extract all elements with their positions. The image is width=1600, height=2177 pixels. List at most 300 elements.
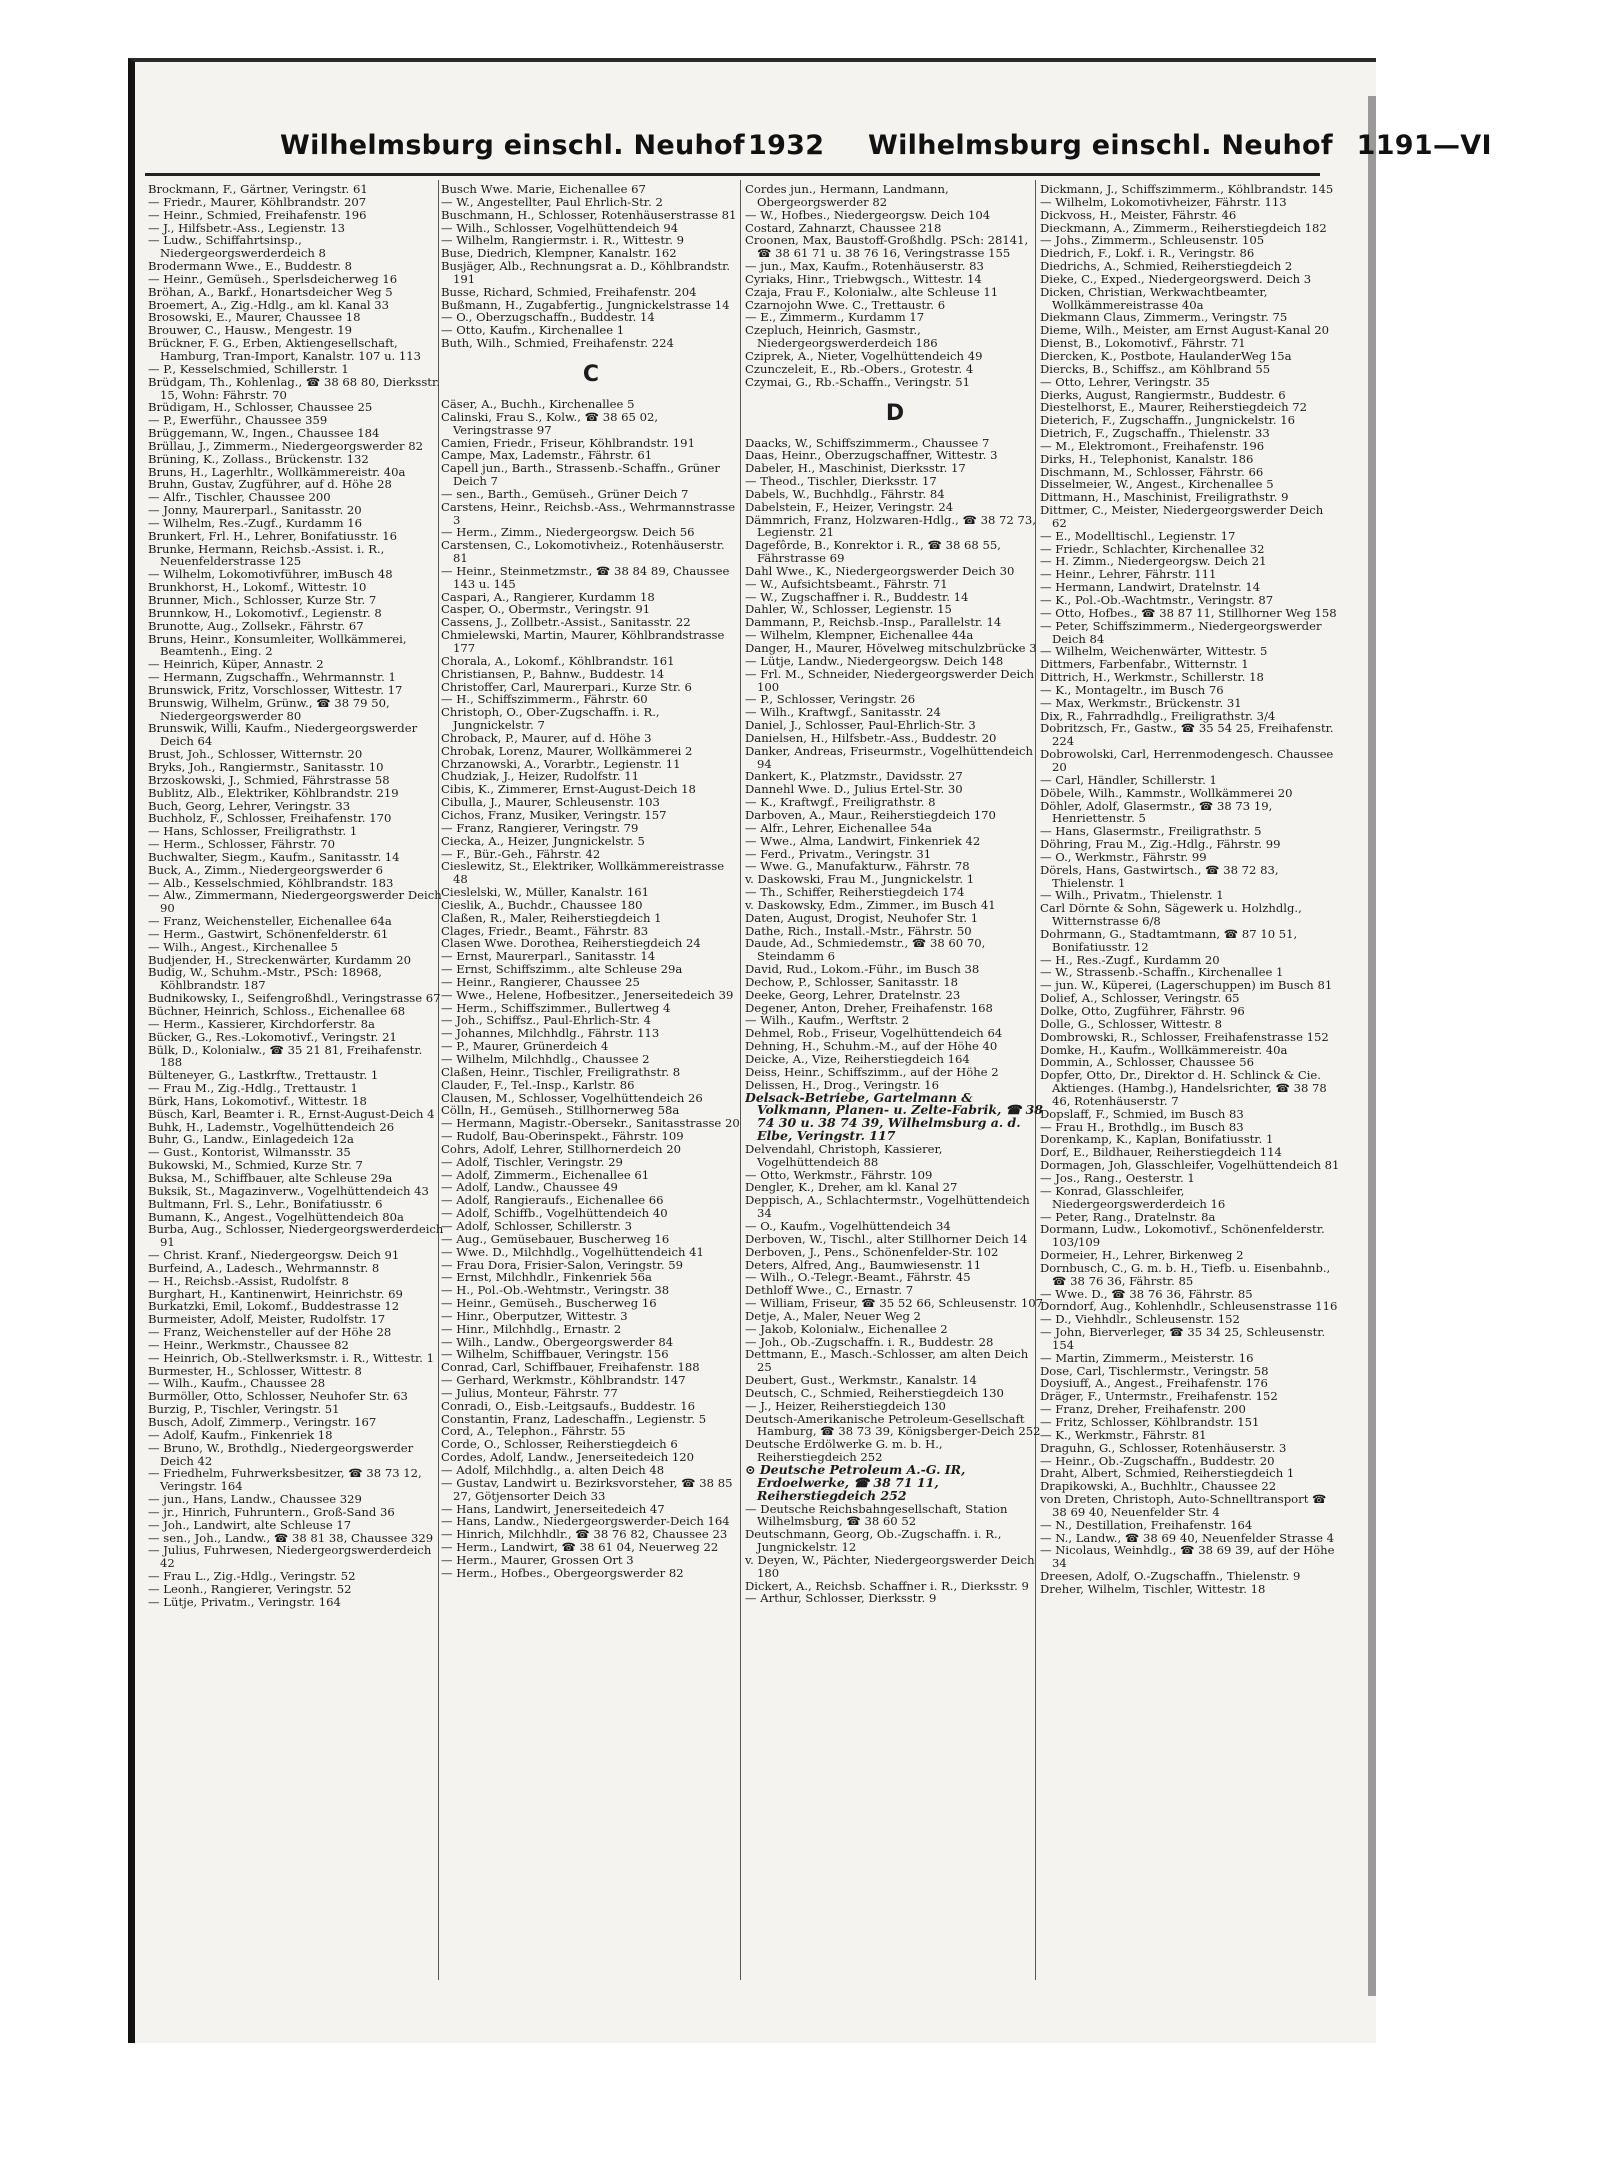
directory-entry: — Johs., Zimmerm., Schleusenstr. 105 xyxy=(1040,233,1265,248)
directory-entry: Bröhan, A., Barkf., Honartsdeicher Weg 5 xyxy=(148,284,393,299)
directory-entry: — F., Bür.-Geh., Fährstr. 42 xyxy=(441,846,601,861)
directory-entry: — K., Werkmstr., Fährstr. 81 xyxy=(1040,1427,1207,1442)
directory-entry: — Franz, Dreher, Freihafenstr. 200 xyxy=(1040,1402,1246,1417)
directory-entry: Brüllau, J., Zimmerm., Niedergeorgswerder 82 xyxy=(148,438,424,453)
directory-entry: Bußmann, H., Zugabfertig., Jungnickelstrasse 14 xyxy=(441,297,730,312)
directory-entry: Döhring, Frau M., Zig.-Hdlg., Fährstr. 99 xyxy=(1040,837,1281,852)
directory-entry: Brüdigam, H., Schlosser, Chaussee 25 xyxy=(148,400,373,415)
directory-entry: — Herm., Kassierer, Kirchdorferstr. 8a xyxy=(148,1016,375,1031)
directory-entry: — Leonh., Rangierer, Veringstr. 52 xyxy=(148,1581,352,1596)
directory-entry: Bruns, H., Lagerhltr., Wollkämmereistr. 40a xyxy=(148,464,406,479)
directory-entry: — Johannes, Milchhdlg., Fährstr. 113 xyxy=(441,1026,660,1041)
directory-entry: — M., Elektromont., Freihafenstr. 196 xyxy=(1040,438,1265,453)
directory-entry: — Carl, Händler, Schillerstr. 1 xyxy=(1040,772,1217,787)
directory-entry: Cibis, K., Zimmerer, Ernst-August-Deich 18 xyxy=(441,782,696,797)
directory-entry: Cordes jun., Hermann, Landmann, Obergeorgswerder 82 xyxy=(745,183,949,209)
directory-entry: Buksik, St., Magazinverw., Vogelhüttendeich 43 xyxy=(148,1183,429,1198)
directory-entry: Brüggemann, W., Ingen., Chaussee 184 xyxy=(148,426,380,441)
directory-entry: Burmeister, Adolf, Meister, Rudolfstr. 17 xyxy=(148,1312,386,1327)
directory-entry: — P., Kesselschmied, Schillerstr. 1 xyxy=(148,361,349,376)
directory-entry: Buhk, H., Lademstr., Vogelhüttendeich 26 xyxy=(148,1119,395,1134)
directory-entry: Dettmann, E., Masch.-Schlosser, am alten Deich 25 xyxy=(745,1347,1029,1375)
directory-entry: — Otto, Werkmstr., Fährstr. 109 xyxy=(745,1167,933,1182)
header-year: 1932 xyxy=(748,130,825,161)
directory-entry: — jun., Max, Kaufm., Rotenhäuserstr. 83 xyxy=(745,259,984,274)
directory-entry: Croonen, Max, Baustoff-Großhdlg. PSch: 28141, ☎ 38 61 71 u. 38 76 16, Veringstrasse 155 xyxy=(745,233,1029,261)
directory-entry: Bumann, K., Angest., Vogelhüttendeich 80a xyxy=(148,1209,404,1224)
directory-entry: — E., Zimmerm., Kurdamm 17 xyxy=(745,310,925,325)
directory-entry: — P., Schlosser, Veringstr. 26 xyxy=(745,692,916,707)
directory-entry: — Herm., Zimm., Niedergeorgsw. Deich 56 xyxy=(441,525,695,540)
header-right-title-text: Wilhelmsburg einschl. Neuhof xyxy=(868,130,1333,161)
directory-entry: — Wilhelm, Res.-Zugf., Kurdamm 16 xyxy=(148,515,363,530)
directory-entry: — Hinr., Milchhdlg., Ernastr. 2 xyxy=(441,1321,622,1336)
directory-entry: Buksa, M., Schiffbauer, alte Schleuse 29a xyxy=(148,1170,393,1185)
directory-entry: — K., Montageltr., im Busch 76 xyxy=(1040,682,1224,697)
directory-entry: — Heinr., Gemüseh., Buscherweg 16 xyxy=(441,1296,657,1311)
directory-entry: Brunke, Hermann, Reichsb.-Assist. i. R., Neuenfelderstrasse 125 xyxy=(148,541,385,569)
directory-entry: Diekmann Claus, Zimmerm., Veringstr. 75 xyxy=(1040,310,1288,325)
directory-entry: — N., Destillation, Freihafenstr. 164 xyxy=(1040,1517,1253,1532)
directory-entry: — Otto, Lehrer, Veringstr. 35 xyxy=(1040,374,1210,389)
directory-entry: Brouwer, C., Hausw., Mengestr. 19 xyxy=(148,323,352,338)
directory-entry: Deutsch-Amerikanische Petroleum-Gesellschaft Hamburg, ☎ 38 73 39, Königsberger-Deich 252 xyxy=(745,1411,1041,1439)
directory-entry: — W., Angestellter, Paul Ehrlich-Str. 2 xyxy=(441,194,663,209)
directory-entry: — O., Kaufm., Vogelhüttendeich 34 xyxy=(745,1218,951,1233)
header-page-number: 1191—VI xyxy=(1356,130,1492,161)
directory-entry: Corde, O., Schlosser, Reiherstiegdeich 6 xyxy=(441,1437,678,1452)
directory-entry: Dohrmann, G., Stadtamtmann, ☎ 87 10 51, Bonifatiusstr. 12 xyxy=(1040,926,1298,954)
directory-entry: Dahler, W., Schlosser, Legienstr. 15 xyxy=(745,602,952,617)
directory-entry: Cord, A., Telephon., Fährstr. 55 xyxy=(441,1424,626,1439)
directory-entry: Buchholz, F., Schlosser, Freihafenstr. 170 xyxy=(148,811,392,826)
directory-entry: Daas, Heinr., Oberzugschaffner, Wittestr. 3 xyxy=(745,448,998,463)
directory-entry: — Heinr., Werkmstr., Chaussee 82 xyxy=(148,1337,349,1352)
directory-entry-advert: ⊙ Deutsche Petroleum A.-G. IR, Erdoelwerke, ☎ 38 71 11, Reiherstiegdeich 252 xyxy=(745,1462,966,1503)
directory-entry: Dethloff Wwe., C., Ernastr. 7 xyxy=(745,1283,914,1298)
directory-entry: — Wilhelm, Klempner, Eichenallee 44a xyxy=(745,628,974,643)
directory-entry: — Lütje, Landw., Niedergeorgsw. Deich 148 xyxy=(745,653,1004,668)
directory-entry: — Hermann, Landwirt, Dratelnstr. 14 xyxy=(1040,580,1261,595)
directory-entry: David, Rud., Lokom.-Führ., im Busch 38 xyxy=(745,962,980,977)
directory-entry: — Wilh., Kraftwgf., Sanitasstr. 24 xyxy=(745,705,941,720)
directory-entry: Cyriaks, Hinr., Triebwgsch., Wittestr. 14 xyxy=(745,271,982,286)
directory-entry: Cäser, A., Buchh., Kirchenallee 5 xyxy=(441,396,635,411)
directory-entry: — Hans, Glasermstr., Freiligrathstr. 5 xyxy=(1040,824,1262,839)
directory-entry: — Alfr., Tischler, Chaussee 200 xyxy=(148,490,331,505)
directory-entry: Ciecka, A., Heizer, Jungnickelstr. 5 xyxy=(441,833,645,848)
directory-entry: Budig, W., Schuhm.-Mstr., PSch: 18968, Köhlbrandstr. 187 xyxy=(148,965,382,993)
directory-entry: Burzig, P., Tischler, Veringstr. 51 xyxy=(148,1402,340,1417)
directory-entry: Daten, August, Drogist, Neuhofer Str. 1 xyxy=(745,910,979,925)
directory-entry: — Wilhelm, Rangiermstr. i. R., Wittestr. 9 xyxy=(441,233,685,248)
directory-entry: Büsch, Karl, Beamter i. R., Ernst-August-Deich 4 xyxy=(148,1106,435,1121)
directory-entry: — P., Ewerführ., Chaussee 359 xyxy=(148,413,328,428)
directory-entry: — Adolf, Schlosser, Schillerstr. 3 xyxy=(441,1218,633,1233)
directory-entry-advert: Delsack-Betriebe, Gartelmann & Volkmann, Planen- u. Zelte-Fabrik, ☎ 38 74 30 u. 38 74 39, Wilhelmsburg a. d. Elbe, Veringstr. 117 xyxy=(745,1089,1043,1144)
directory-entry: Brunswik, Willi, Kaufm., Niedergeorgswerder Deich 64 xyxy=(148,721,418,749)
directory-entry: Dombrowski, R., Schlosser, Freihafenstrasse 152 xyxy=(1040,1029,1329,1044)
directory-entry: — Wwe. D., ☎ 38 76 36, Fährstr. 85 xyxy=(1040,1286,1253,1301)
directory-entry: Dankert, K., Platzmstr., Davidsstr. 27 xyxy=(745,769,963,784)
directory-entry: Dieke, C., Exped., Niedergeorgswerd. Deich 3 xyxy=(1040,271,1312,286)
directory-entry: — Arthur, Schlosser, Dierksstr. 9 xyxy=(745,1591,937,1606)
directory-entry: — Ferd., Privatm., Veringstr. 31 xyxy=(745,846,932,861)
directory-entry: Drapikowski, A., Buchhltr., Chaussee 22 xyxy=(1040,1479,1277,1494)
directory-entry: Brust, Joh., Schlosser, Witternstr. 20 xyxy=(148,747,363,762)
directory-entry: — Peter, Rang., Dratelnstr. 8a xyxy=(1040,1209,1216,1224)
directory-entry: — K., Pol.-Ob.-Wachtmstr., Veringstr. 87 xyxy=(1040,593,1274,607)
header-left-title: Wilhelmsburg einschl. Neuhof xyxy=(280,130,745,161)
directory-entry: Chrzanowski, A., Vorarbtr., Legienstr. 11 xyxy=(441,756,681,771)
directory-entry: Carstensen, C., Lokomotivheiz., Rotenhäuserstr. 81 xyxy=(441,538,725,566)
directory-entry: von Dreten, Christoph, Auto-Schnelltransport ☎ 38 69 40, Neuenfelder Str. 4 xyxy=(1040,1492,1327,1519)
directory-entry: — Frau M., Zig.-Hdlg., Trettaustr. 1 xyxy=(148,1081,358,1096)
directory-entry: — Franz, Weichensteller, Eichenallee 64a xyxy=(148,914,392,929)
directory-entry: — Herm., Hofbes., Obergeorgswerder 82 xyxy=(441,1565,684,1580)
directory-entry: — Adolf, Rangieraufs., Eichenallee 66 xyxy=(441,1193,664,1208)
directory-entry: Claßen, Heinr., Tischler, Freiligrathstr. 8 xyxy=(441,1064,681,1079)
directory-entry: Dienst, B., Lokomotivf., Fährstr. 71 xyxy=(1040,336,1246,351)
directory-entry: Buchwalter, Siegm., Kaufm., Sanitasstr. 14 xyxy=(148,849,400,864)
directory-entry: Büchner, Heinrich, Schloss., Eichenallee 68 xyxy=(148,1004,406,1018)
directory-entry: Diedrichs, A., Schmied, Reiherstiegdeich 2 xyxy=(1040,259,1293,274)
directory-entry: v. Deyen, W., Pächter, Niedergeorgswerder Deich 180 xyxy=(745,1552,1035,1580)
directory-entry: — sen., Barth., Gemüseh., Grüner Deich 7 xyxy=(441,486,689,501)
directory-entry: Carstens, Heinr., Reichsb.-Ass., Wehrmannstrasse 3 xyxy=(441,499,736,527)
directory-entry: — Peter, Schiffszimmerm., Niedergeorgswerder Deich 84 xyxy=(1040,618,1322,646)
directory-entry: — jr., Hinrich, Fuhruntern., Groß-Sand 36 xyxy=(148,1504,395,1519)
directory-entry: — Alw., Zimmermann, Niedergeorgswerder Deich 90 xyxy=(148,888,442,916)
directory-entry: — Joh., Landwirt, alte Schleuse 17 xyxy=(148,1517,352,1532)
directory-entry: Dopslaff, F., Schmied, im Busch 83 xyxy=(1040,1106,1244,1121)
directory-entry: — Wilh., Privatm., Thielenstr. 1 xyxy=(1040,888,1224,903)
directory-entry: — Heinr., Schmied, Freihafenstr. 196 xyxy=(148,207,367,222)
directory-entry: Chroback, P., Maurer, auf d. Höhe 3 xyxy=(441,730,652,745)
directory-entry: Deicke, A., Vize, Reiherstiegdeich 164 xyxy=(745,1052,970,1066)
directory-entry: Brunotte, Aug., Zollsekr., Fährstr. 67 xyxy=(148,618,364,633)
directory-entry: Bukowski, M., Schmied, Kurze Str. 7 xyxy=(148,1158,363,1173)
directory-entry: Dischmann, M., Schlosser, Fährstr. 66 xyxy=(1040,464,1264,479)
directory-entry: — Jonny, Maurerparl., Sanitasstr. 20 xyxy=(148,503,362,518)
directory-entry: — sen., Joh., Landw., ☎ 38 81 38, Chaussee 329 xyxy=(148,1530,434,1545)
directory-entry: Dieckmann, A., Zimmerm., Reiherstiegdeich 182 xyxy=(1040,220,1327,235)
directory-entry: Brückner, F. G., Erben, Aktiengesellschaft, Hamburg, Tran-Import, Kanalstr. 107 u. 113 xyxy=(148,336,422,363)
directory-entry: — Heinrich, Ob.-Stellwerksmstr. i. R., Wittestr. 1 xyxy=(148,1350,435,1365)
directory-entry: Dose, Carl, Tischlermstr., Veringstr. 58 xyxy=(1040,1363,1269,1378)
directory-entry: Bülteneyer, G., Lastkrftw., Trettaustr. 1 xyxy=(148,1068,379,1083)
directory-entry: Dormagen, Joh, Glasschleifer, Vogelhüttendeich 81 xyxy=(1040,1158,1340,1173)
directory-entry: Czymai, G., Rb.-Schaffn., Veringstr. 51 xyxy=(745,374,971,389)
directory-entry: Cziprek, A., Nieter, Vogelhüttendeich 49 xyxy=(745,348,983,363)
directory-entry: v. Daskowsky, Edm., Zimmer., im Busch 41 xyxy=(745,897,996,912)
directory-entry: Burfeind, A., Ladesch., Wehrmannstr. 8 xyxy=(148,1260,380,1275)
directory-entry: Clages, Friedr., Beamt., Fährstr. 83 xyxy=(441,923,649,938)
directory-entry: — Martin, Zimmerm., Meisterstr. 16 xyxy=(1040,1350,1254,1365)
directory-entry: Clasen Wwe. Dorothea, Reiherstiegdeich 24 xyxy=(441,936,701,951)
directory-entry: Dehmel, Rob., Friseur, Vogelhüttendeich 64 xyxy=(745,1026,1003,1041)
directory-entry: Dittrich, H., Werkmstr., Schillerstr. 18 xyxy=(1040,670,1264,685)
directory-entry: Bublitz, Alb., Elektriker, Köhlbrandstr. 219 xyxy=(148,785,399,800)
directory-entry: Brockmann, F., Gärtner, Veringstr. 61 xyxy=(148,183,368,196)
directory-entry: Brunswick, Fritz, Vorschlosser, Wittestr. 17 xyxy=(148,682,403,697)
directory-entry: Cieslelski, W., Müller, Kanalstr. 161 xyxy=(441,885,649,900)
directory-entry: Draguhn, G., Schlosser, Rotenhäuserstr. 3 xyxy=(1040,1440,1287,1455)
directory-entry: — Alb., Kesselschmied, Köhlbrandstr. 183 xyxy=(148,875,394,890)
directory-entry: — Frl. M., Schneider, Niedergeorgswerder Deich 100 xyxy=(745,666,1035,694)
directory-entry: Daniel, J., Schlosser, Paul-Ehrlich-Str. 3 xyxy=(745,718,976,733)
directory-entry: Czunczeleit, E., Rb.-Obers., Grotestr. 4 xyxy=(745,361,974,376)
directory-entry: Claßen, R., Maler, Reiherstiegdeich 1 xyxy=(441,910,662,925)
directory-entry: Busse, Richard, Schmied, Freihafenstr. 204 xyxy=(441,284,697,299)
directory-entry: Darboven, A., Maur., Reiherstiegdeich 170 xyxy=(745,807,996,822)
directory-entry: Danger, H., Maurer, Hövelweg mitschulzbrücke 3 xyxy=(745,641,1037,655)
directory-entry: Dietrich, F., Zugschaffn., Thielenstr. 33 xyxy=(1040,426,1270,441)
directory-entry: Dicken, Christian, Werkwachtbeamter, Wollkämmereistrasse 40a xyxy=(1040,284,1268,312)
directory-entry: — W., Hofbes., Niedergeorgsw. Deich 104 xyxy=(745,207,991,222)
directory-entry: — Wilhelm, Schiffbauer, Veringstr. 156 xyxy=(441,1347,669,1362)
directory-entry: Dittmann, H., Maschinist, Freiligrathstr. 9 xyxy=(1040,490,1289,505)
directory-entry: — H., Reichsb.-Assist, Rudolfstr. 8 xyxy=(148,1273,349,1288)
directory-entry: — Herm., Schlosser, Fährstr. 70 xyxy=(148,837,336,852)
directory-column-4 xyxy=(1040,183,1340,1973)
directory-entry: — Friedr., Schlachter, Kirchenallee 32 xyxy=(1040,541,1265,556)
directory-entry: Dommin, A., Schlosser, Chaussee 56 xyxy=(1040,1055,1255,1070)
directory-entry: — Ludw., Schiffahrtsinsp., Niedergeorgswerderdeich 8 xyxy=(148,233,326,261)
directory-entry: Czepluch, Heinrich, Gasmstr., Niedergeorgswerderdeich 186 xyxy=(745,323,938,351)
directory-entry: Dahl Wwe., K., Niedergeorgswerder Deich 30 xyxy=(745,563,1015,578)
directory-entry: — W., Strassenb.-Schaffn., Kirchenallee 1 xyxy=(1040,965,1284,980)
directory-entry: Buth, Wilh., Schmied, Freihafenstr. 224 xyxy=(441,336,674,351)
directory-entry: Buschmann, H., Schlosser, Rotenhäuserstrasse 81 xyxy=(441,207,737,222)
directory-entry: — Konrad, Glasschleifer, Niedergeorgswerderdeich 16 xyxy=(1040,1183,1226,1211)
directory-entry: — P., Maurer, Grünerdeich 4 xyxy=(441,1039,609,1054)
directory-entry: Conradi, O., Eisb.-Leitgsaufs., Buddestr. 16 xyxy=(441,1398,695,1413)
directory-entry: Dobritzsch, Fr., Gastw., ☎ 35 54 25, Freihafenstr. 224 xyxy=(1040,721,1334,749)
directory-entry: — O., Oberzugschaffn., Buddestr. 14 xyxy=(441,310,655,325)
directory-entry: Cordes, Adolf, Landw., Jenerseitedeich 120 xyxy=(441,1450,695,1465)
directory-entry: — Fritz, Schlosser, Köhlbrandstr. 151 xyxy=(1040,1415,1260,1429)
directory-entry: — Gustav, Landwirt u. Bezirksvorsteher, ☎ 38 85 27, Götjensorter Deich 33 xyxy=(441,1475,733,1503)
directory-entry: Burmöller, Otto, Schlosser, Neuhofer Str. 63 xyxy=(148,1389,408,1404)
directory-entry: — Wilhelm, Milchhdlg., Chaussee 2 xyxy=(441,1052,650,1066)
page-edge-shadow xyxy=(1368,96,1376,1996)
directory-entry: Brüning, K., Zollass., Brückenstr. 132 xyxy=(148,451,369,466)
directory-entry: Bultmann, Frl. S., Lehr., Bonifatiusstr. 6 xyxy=(148,1196,383,1211)
directory-column-1 xyxy=(148,183,448,1973)
directory-entry: Dabels, W., Buchhdlg., Fährstr. 84 xyxy=(745,486,945,501)
directory-entry: Dirks, H., Telephonist, Kanalstr. 186 xyxy=(1040,451,1254,466)
directory-entry: Dammann, P., Reichsb.-Insp., Parallelstr. 14 xyxy=(745,615,1002,630)
directory-entry: Dolle, G., Schlosser, Wittestr. 8 xyxy=(1040,1016,1223,1031)
directory-entry: Dorf, E., Bildhauer, Reiherstiegdeich 114 xyxy=(1040,1145,1282,1160)
directory-entry: — Wilh., Schlosser, Vogelhüttendeich 94 xyxy=(441,220,679,235)
directory-entry: Carl Dörnte & Sohn, Sägewerk u. Holzhdlg., Witternstrasse 6/8 xyxy=(1040,901,1302,929)
directory-entry: Dagefôrde, B., Konrektor i. R., ☎ 38 68 55, Fährstrasse 69 xyxy=(745,538,1001,566)
directory-entry: — Lütje, Privatm., Veringstr. 164 xyxy=(148,1594,341,1609)
directory-entry: — Nicolaus, Weinhdlg., ☎ 38 69 39, auf der Höhe 34 xyxy=(1040,1543,1335,1571)
directory-entry: — Ernst, Milchhdlr., Finkenriek 56a xyxy=(441,1270,652,1285)
directory-entry: — Wwe. D., Milchhdlg., Vogelhüttendeich 41 xyxy=(441,1244,704,1259)
directory-entry: Danker, Andreas, Friseurmstr., Vogelhüttendeich 94 xyxy=(745,743,1033,771)
directory-entry: Dieterich, F., Zugschaffn., Jungnickelstr. 16 xyxy=(1040,413,1296,428)
directory-entry: Brüdgam, Th., Kohlenlag., ☎ 38 68 80, Dierksstr. 15, Wohn: Fährstr. 70 xyxy=(148,374,440,402)
directory-entry: Cichos, Franz, Musiker, Veringstr. 157 xyxy=(441,807,667,822)
directory-entry: — Ernst, Maurerparl., Sanitasstr. 14 xyxy=(441,949,656,964)
directory-entry: Brunkhorst, H., Lokomf., Wittestr. 10 xyxy=(148,580,367,595)
directory-entry: — N., Landw., ☎ 38 69 40, Neuenfelder Strasse 4 xyxy=(1040,1530,1335,1545)
directory-entry: Brodermann Wwe., E., Buddestr. 8 xyxy=(148,259,352,274)
directory-entry: Dormeier, H., Lehrer, Birkenweg 2 xyxy=(1040,1248,1244,1263)
directory-entry: — Alfr., Lehrer, Eichenallee 54a xyxy=(745,820,932,835)
directory-entry: — Joh., Schiffsz., Paul-Ehrlich-Str. 4 xyxy=(441,1013,652,1028)
directory-entry: v. Daskowski, Frau M., Jungnickelstr. 1 xyxy=(745,872,975,887)
directory-entry: Dickvoss, H., Meister, Fährstr. 46 xyxy=(1040,207,1237,222)
directory-entry: Deubert, Gust., Werkmstr., Kanalstr. 14 xyxy=(745,1373,977,1388)
directory-entry: Budnikowsky, I., Seifengroßhdl., Veringstrasse 67 xyxy=(148,991,441,1006)
directory-entry: Dickmann, J., Schiffszimmerm., Köhlbrandstr. 145 xyxy=(1040,183,1334,196)
directory-entry: — Gerhard, Werkmstr., Köhlbrandstr. 147 xyxy=(441,1373,686,1388)
directory-entry: Dorndorf, Aug., Kohlenhdlr., Schleusenstrasse 116 xyxy=(1040,1299,1338,1314)
directory-entry: — Max, Werkmstr., Brückenstr. 31 xyxy=(1040,695,1242,710)
directory-entry: Dreesen, Adolf, O.-Zugschaffn., Thielenstr. 9 xyxy=(1040,1569,1301,1584)
directory-column-2 xyxy=(441,183,741,1973)
directory-entry: Dix, R., Fahrradhdlg., Freiligrathstr. 3/4 xyxy=(1040,708,1276,723)
directory-entry: Chorala, A., Lokomf., Köhlbrandstr. 161 xyxy=(441,653,675,668)
directory-entry: Campe, Max, Lademstr., Fährstr. 61 xyxy=(441,448,653,463)
directory-entry: — jun., Hans, Landw., Chaussee 329 xyxy=(148,1492,362,1507)
directory-entry: Dierks, August, Rangiermstr., Buddestr. 6 xyxy=(1040,387,1286,402)
directory-entry: — Deutsche Reichsbahngesellschaft, Station Wilhelmsburg, ☎ 38 60 52 xyxy=(745,1501,1008,1529)
directory-entry: — Hermann, Magistr.-Obersekr., Sanitasstrasse 20 xyxy=(441,1116,740,1131)
directory-entry: Cölln, H., Gemüseh., Stillhornerweg 58a xyxy=(441,1103,680,1118)
directory-entry: Conrad, Carl, Schiffbauer, Freihafenstr. 188 xyxy=(441,1360,700,1375)
directory-entry: Dengler, K., Dreher, am kl. Kanal 27 xyxy=(745,1180,958,1195)
directory-entry: — Ernst, Schiffszimm., alte Schleuse 29a xyxy=(441,962,683,977)
directory-entry: Dornbusch, C., G. m. b. H., Tiefb. u. Eisenbahnb., ☎ 38 76 36, Fährstr. 85 xyxy=(1040,1260,1331,1288)
directory-entry: — Heinrich, Küper, Annastr. 2 xyxy=(148,657,324,672)
directory-entry: Budjender, H., Streckenwärter, Kurdamm 20 xyxy=(148,952,411,967)
directory-entry: — Friedr., Maurer, Köhlbrandstr. 207 xyxy=(148,194,367,209)
directory-entry: Brunswig, Wilhelm, Grünw., ☎ 38 79 50, Niedergeorgswerder 80 xyxy=(148,695,390,723)
section-letter-heading: C xyxy=(582,361,600,387)
directory-entry: — Frau L., Zig.-Hdlg., Veringstr. 52 xyxy=(148,1569,356,1584)
directory-entry: Busch Wwe. Marie, Eichenallee 67 xyxy=(441,183,646,196)
directory-entry: Dittmer, C., Meister, Niedergeorgswerder Deich 62 xyxy=(1040,503,1324,530)
directory-entry: — Wilhelm, Lokomotivheizer, Fährstr. 113 xyxy=(1040,194,1287,209)
directory-entry: Brunkert, Frl. H., Lehrer, Bonifatiusstr. 16 xyxy=(148,528,398,543)
directory-entry: Dathe, Rich., Install.-Mstr., Fährstr. 50 xyxy=(745,923,972,938)
directory-entry: Broemert, A., Zig.-Hdlg., am kl. Kanal 33 xyxy=(148,297,390,312)
directory-entry: Deiss, Heinr., Schiffszimm., auf der Höhe 2 xyxy=(745,1064,999,1079)
directory-entry: Delissen, H., Drog., Veringstr. 16 xyxy=(745,1077,939,1092)
directory-entry: Brzoskowski, J., Schmied, Fährstrasse 58 xyxy=(148,772,390,787)
directory-entry: — Julius, Monteur, Fährstr. 77 xyxy=(441,1385,618,1400)
directory-entry: Bruhn, Gustav, Zugführer, auf d. Höhe 28 xyxy=(148,477,392,492)
directory-entry: Dolke, Otto, Zugführer, Fährstr. 96 xyxy=(1040,1004,1245,1018)
directory-entry: — Herm., Gastwirt, Schönenfelderstr. 61 xyxy=(148,926,389,941)
directory-entry: — Hans, Landw., Niedergeorgswerder-Deich 164 xyxy=(441,1514,730,1529)
directory-entry: — Wilh., O.-Telegr.-Beamt., Fährstr. 45 xyxy=(745,1270,971,1285)
directory-entry: Dörels, Hans, Gastwirtsch., ☎ 38 72 83, Thielenstr. 1 xyxy=(1040,862,1279,890)
directory-entry: Deutsche Erdölwerke G. m. b. H., Reiherstiegdeich 252 xyxy=(745,1437,943,1465)
directory-entry: Dabelstein, F., Heizer, Veringstr. 24 xyxy=(745,499,954,514)
directory-entry: Bülk, D., Kolonialw., ☎ 35 21 81, Freihafenstr. 188 xyxy=(148,1042,423,1070)
directory-entry: Casper, O., Obermstr., Veringstr. 91 xyxy=(441,602,651,617)
directory-entry: Christoph, O., Ober-Zugschaffn. i. R., Jungnickelstr. 7 xyxy=(441,705,660,733)
directory-entry: Czaja, Frau F., Kolonialw., alte Schleuse 11 xyxy=(745,284,999,299)
directory-entry: — Heinr., Gemüseh., Sperlsdeicherweg 16 xyxy=(148,271,398,286)
directory-entry: Cassens, J., Zollbetr.-Assist., Sanitasstr. 22 xyxy=(441,615,691,630)
directory-entry: — Herm., Landwirt, ☎ 38 61 04, Neuerweg 22 xyxy=(441,1540,719,1555)
directory-entry: — Jakob, Kolonialw., Eichenallee 2 xyxy=(745,1321,948,1336)
directory-entry: — O., Werkmstr., Fährstr. 99 xyxy=(1040,849,1207,864)
directory-entry: — Hinr., Oberputzer, Wittestr. 3 xyxy=(441,1308,628,1323)
directory-entry: — Adolf, Schiffb., Vogelhüttendeich 40 xyxy=(441,1206,668,1221)
directory-entry: Deeke, Georg, Lehrer, Dratelnstr. 23 xyxy=(745,987,961,1002)
directory-entry: Daude, Ad., Schmiedemstr., ☎ 38 60 70, Steindamm 6 xyxy=(745,936,986,964)
directory-entry: Derboven, J., Pens., Schönenfelder-Str. 102 xyxy=(745,1244,999,1259)
directory-entry: Cibulla, J., Maurer, Schleusenstr. 103 xyxy=(441,795,660,810)
directory-entry: Deutsch, C., Schmied, Reiherstiegdeich 130 xyxy=(745,1385,1004,1400)
directory-entry: — H. Zimm., Niedergeorgsw. Deich 21 xyxy=(1040,554,1267,569)
directory-entry: Döbele, Wilh., Kammstr., Wollkämmerei 20 xyxy=(1040,785,1293,800)
directory-entry: — Wwe., Alma, Landwirt, Finkenriek 42 xyxy=(745,833,981,848)
directory-entry: Bücker, G., Res.-Lokomotivf., Veringstr. 21 xyxy=(148,1029,397,1044)
directory-entry: — Wilhelm, Weichenwärter, Wittestr. 5 xyxy=(1040,644,1268,659)
directory-entry: — H., Schiffszimmerm., Fährstr. 60 xyxy=(441,692,648,707)
directory-entry: Diercks, B., Schiffsz., am Köhlbrand 55 xyxy=(1040,361,1271,376)
directory-entry: Derboven, W., Tischl., alter Stillhorner Deich 14 xyxy=(745,1231,1028,1246)
directory-entry: Dormann, Ludw., Lokomotivf., Schönenfelderstr. 103/109 xyxy=(1040,1222,1325,1250)
directory-entry: Bürk, Hans, Lokomotivf., Wittestr. 18 xyxy=(148,1093,367,1108)
directory-entry: Brunnkow, H., Lokomotivf., Legienstr. 8 xyxy=(148,605,382,620)
directory-entry: — H., Res.-Zugf., Kurdamm 20 xyxy=(1040,952,1220,967)
directory-entry: — Wilh., Kaufm., Chaussee 28 xyxy=(148,1376,326,1391)
directory-entry: — Bruno, W., Brothdlg., Niedergeorgswerder Deich 42 xyxy=(148,1440,414,1468)
directory-entry: — Otto, Hofbes., ☎ 38 87 11, Stillhorner Weg 158 xyxy=(1040,605,1337,620)
directory-entry: — Hans, Schlosser, Freiligrathstr. 1 xyxy=(148,824,358,839)
directory-entry: Disselmeier, W., Angest., Kirchenallee 5 xyxy=(1040,477,1274,492)
directory-entry: — John, Bierverleger, ☎ 35 34 25, Schleusenstr. 154 xyxy=(1040,1325,1326,1352)
directory-entry: — Frau H., Brothdlg., im Busch 83 xyxy=(1040,1119,1244,1134)
directory-entry: Dechow, P., Schlosser, Sanitasstr. 18 xyxy=(745,974,959,989)
directory-entry: Burkatzki, Emil, Lokomf., Buddestrasse 12 xyxy=(148,1299,400,1314)
directory-entry: Döhler, Adolf, Glasermstr., ☎ 38 73 19, Henriettenstr. 5 xyxy=(1040,798,1273,826)
directory-entry: Draht, Albert, Schmied, Reiherstiegdeich 1 xyxy=(1040,1466,1295,1481)
directory-entry: — Adolf, Kaufm., Finkenriek 18 xyxy=(148,1427,333,1442)
directory-entry: Burba, Aug., Schlosser, Niedergeorgswerderdeich 91 xyxy=(148,1222,444,1250)
directory-entry: Buse, Diedrich, Klempner, Kanalstr. 162 xyxy=(441,246,677,261)
directory-entry: Detje, A., Maler, Neuer Weg 2 xyxy=(745,1308,921,1323)
directory-entry: Clauder, F., Tel.-Insp., Karlstr. 86 xyxy=(441,1077,635,1092)
directory-entry: Christiansen, P., Bahnw., Buddestr. 14 xyxy=(441,666,665,681)
header-rule xyxy=(145,173,1320,176)
directory-entry: Christoffer, Carl, Maurerpari., Kurze Str. 6 xyxy=(441,679,692,694)
directory-entry: Daacks, W., Schiffszimmerm., Chaussee 7 xyxy=(745,435,990,450)
directory-entry: — Christ. Kranf., Niedergeorgsw. Deich 91 xyxy=(148,1248,400,1263)
directory-entry: Busjäger, Alb., Rechnungsrat a. D., Köhlbrandstr. 191 xyxy=(441,259,731,286)
directory-entry: Chrobak, Lorenz, Maurer, Wollkämmerei 2 xyxy=(441,743,693,758)
directory-entry: — Jos., Rang., Oesterstr. 1 xyxy=(1040,1170,1195,1185)
directory-entry: — Th., Schiffer, Reiherstiegdeich 174 xyxy=(745,885,965,900)
directory-entry: — Heinr., Steinmetzmstr., ☎ 38 84 89, Chaussee 143 u. 145 xyxy=(441,563,730,591)
directory-entry: — Frau Dora, Frisier-Salon, Veringstr. 59 xyxy=(441,1257,683,1272)
directory-entry: — Gust., Kontorist, Wilmansstr. 35 xyxy=(148,1145,351,1160)
header-right-title xyxy=(868,130,1492,161)
directory-entry: Cohrs, Adolf, Lehrer, Stillhornerdeich 20 xyxy=(441,1141,681,1156)
directory-entry: Dobrowolski, Carl, Herrenmodengesch. Chaussee 20 xyxy=(1040,747,1334,774)
